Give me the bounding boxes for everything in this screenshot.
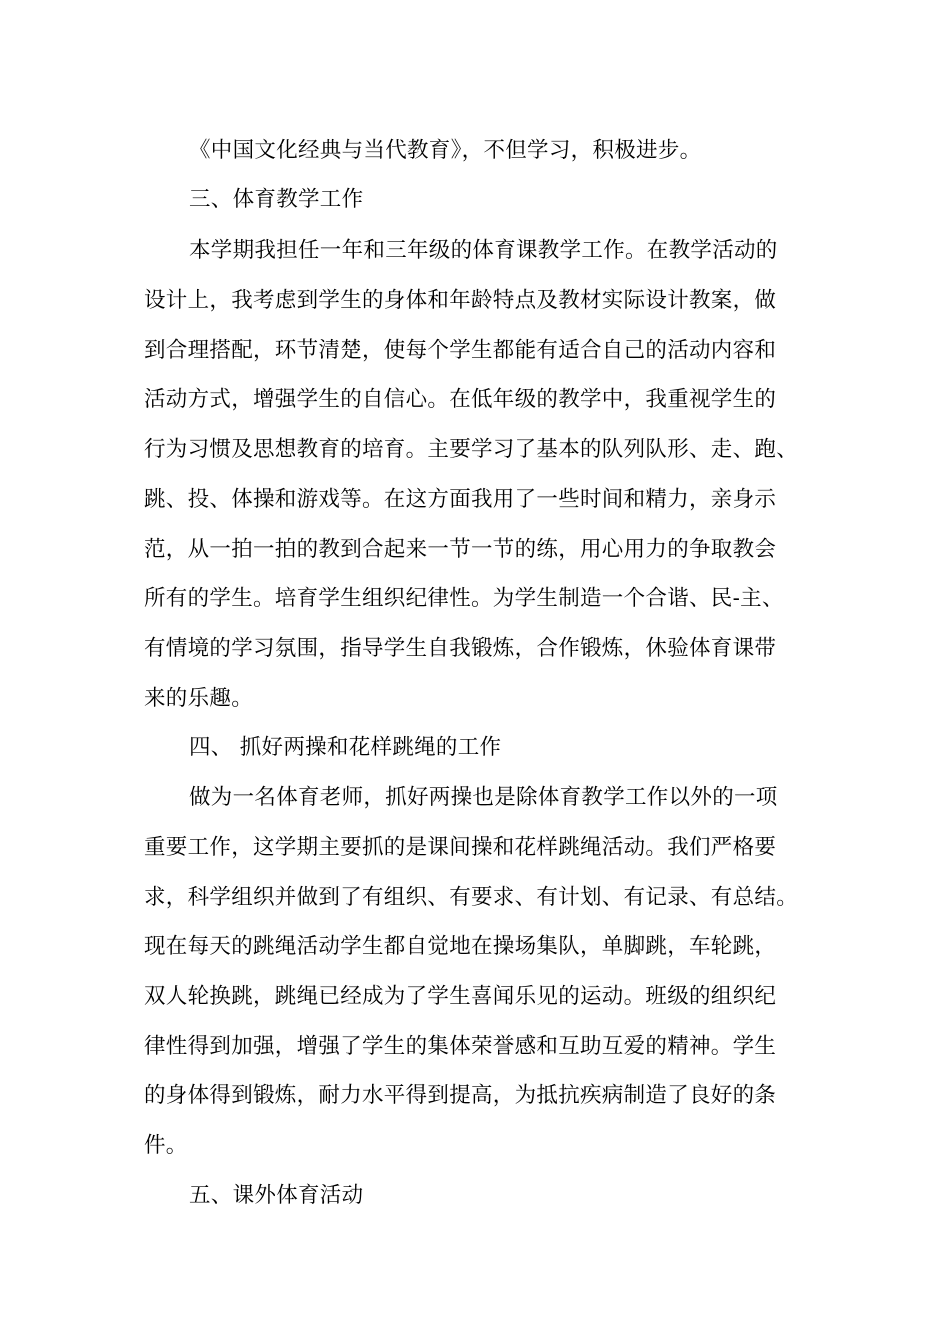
text-line-18: 双人轮换跳，跳绳已经成为了学生喜闻乐见的运动。班级的组织纪 <box>144 984 777 1009</box>
text-line-16: 求，科学组织并做到了有组织、有要求、有计划、有记录、有总结。 <box>144 885 799 910</box>
text-line-20: 的身体得到锻炼，耐力水平得到提高，为抵抗疾病制造了良好的条 <box>144 1083 777 1108</box>
text-line-21: 件。 <box>144 1133 188 1158</box>
text-line-8: 跳、投、体操和游戏等。在这方面我用了一些时间和精力，亲身示 <box>144 487 777 512</box>
text-line-9: 范，从一拍一拍的教到合起来一节一节的练，用心用力的争取教会 <box>144 537 777 562</box>
text-line-17: 现在每天的跳绳活动学生都自觉地在操场集队，单脚跳，车轮跳， <box>144 934 777 959</box>
text-line-12: 来的乐趣。 <box>144 686 254 711</box>
text-line-10: 所有的学生。培育学生组织纪律性。为学生制造一个合谐、民-主、 <box>144 586 784 611</box>
text-line-11: 有情境的学习氛围，指导学生自我锻炼，合作锻炼，休验体育课带 <box>144 636 777 661</box>
text-line-7: 行为习惯及思想教育的培育。主要学习了基本的队列队形、走、跑、 <box>144 437 799 462</box>
text-line-14: 做为一名体育老师，抓好两操也是除体育教学工作以外的一项 <box>189 785 778 810</box>
heading-section-5: 五、课外体育活动 <box>189 1183 364 1208</box>
text-line-5: 到合理搭配，环节清楚，使每个学生都能有适合自己的活动内容和 <box>144 338 777 363</box>
text-line-6: 活动方式，增强学生的自信心。在低年级的教学中，我重视学生的 <box>144 387 777 412</box>
text-line-19: 律性得到加强，增强了学生的集体荣誉感和互助互爱的精神。学生 <box>144 1034 777 1059</box>
text-line-4: 设计上，我考虑到学生的身体和年龄特点及教材实际设计教案，做 <box>144 288 777 313</box>
heading-section-3: 三、体育教学工作 <box>189 187 364 212</box>
heading-section-4: 四、 抓好两操和花样跳绳的工作 <box>189 735 502 760</box>
text-line-3: 本学期我担任一年和三年级的体育课教学工作。在教学活动的 <box>189 238 778 263</box>
text-line-1: 《中国文化经典与当代教育》，不但学习，积极进步。 <box>189 138 702 163</box>
text-line-15: 重要工作，这学期主要抓的是课间操和花样跳绳活动。我们严格要 <box>144 835 777 860</box>
